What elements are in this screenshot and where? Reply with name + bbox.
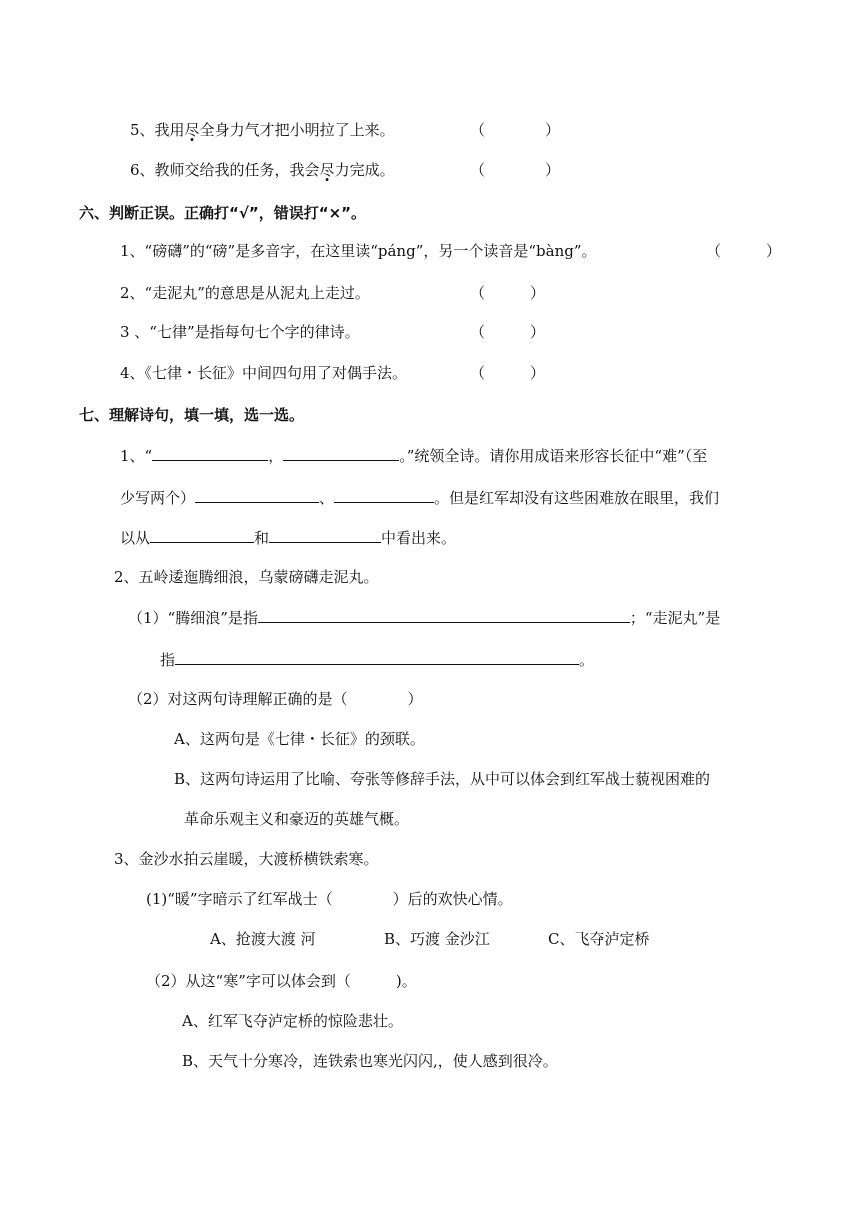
question-text: ；“走泥丸”是 xyxy=(629,609,721,627)
section-6-title: 六、判断正误。正确打“√”，错误打“×”。 xyxy=(79,204,367,222)
option-b[interactable]: B、天气十分寒冷，连铁索也寒光闪闪,，使人感到很冷。 xyxy=(182,1052,558,1070)
choice-option-c[interactable]: C、飞夺泸定桥 xyxy=(548,930,650,948)
answer-paren[interactable]: （ ） xyxy=(470,284,546,302)
choice-option-a[interactable]: A、抢渡大渡 河 xyxy=(210,930,316,948)
fill-line-2 xyxy=(120,486,719,509)
poem-line-2: 2、五岭逶迤腾细浪，乌蒙磅礴走泥丸。 xyxy=(114,568,379,586)
fill-blank[interactable] xyxy=(258,606,630,623)
section-7-title: 七、理解诗句，填一填，选一选。 xyxy=(79,406,305,424)
sub-question-3-2: （2）从这“寒”字可以体会到（ )。 xyxy=(146,972,417,990)
question-text: 指 xyxy=(160,651,176,669)
question-text: 和 xyxy=(254,529,270,547)
judgement-item-2: 2、“走泥丸”的意思是从泥丸上走过。 xyxy=(120,284,370,302)
question-text: 1、“ xyxy=(120,447,153,465)
sub-question-2-1-cont xyxy=(160,648,594,671)
question-text: 、 xyxy=(319,489,335,507)
judgement-item-1: 1、“磅礴”的“磅”是多音字，在这里读“páng”，另一个读音是“bàng”。 xyxy=(120,242,597,260)
question-5 xyxy=(130,119,395,141)
judgement-item-3: 3 、“七律”是指每句七个字的律诗。 xyxy=(120,323,360,341)
judgement-item-4: 4、《七律・长征》中间四句用了对偶手法。 xyxy=(120,364,408,382)
answer-paren[interactable]: （ ） xyxy=(706,242,782,260)
fill-line-1 xyxy=(120,444,707,467)
question-text: 。”统领全诗。请你用成语来形容长征中“难”（至 xyxy=(399,447,708,465)
question-text: 中看出来。 xyxy=(381,529,457,547)
dotted-character: 尽 xyxy=(319,161,335,179)
question-text: 以从 xyxy=(120,529,151,547)
fill-blank[interactable] xyxy=(152,444,268,461)
question-text: 。 xyxy=(579,651,595,669)
dotted-character: 尽 xyxy=(184,121,200,139)
fill-line-3 xyxy=(120,526,456,549)
question-text: 全身力气才把小明拉了上来。 xyxy=(199,121,395,139)
fill-blank[interactable] xyxy=(334,486,434,503)
option-a[interactable]: A、红军飞夺泸定桥的惊险悲壮。 xyxy=(182,1012,403,1030)
answer-paren[interactable]: （ ） xyxy=(470,364,546,382)
fill-blank[interactable] xyxy=(150,526,254,543)
option-a[interactable]: A、这两句是《七律・长征》的颈联。 xyxy=(174,730,425,748)
answer-paren[interactable]: （ ） xyxy=(470,161,561,179)
poem-line-3: 3、金沙水拍云崖暖，大渡桥横铁索寒。 xyxy=(114,850,379,868)
sub-question-2-2: （2）对这两句诗理解正确的是（ ） xyxy=(128,690,423,708)
sub-question-3-1: (1)“暖”字暗示了红军战士（ ）后的欢快心情。 xyxy=(146,890,513,908)
question-text: 。但是红军却没有这些困难放在眼里，我们 xyxy=(434,489,720,507)
question-text: 力完成。 xyxy=(334,161,395,179)
answer-paren[interactable]: （ ） xyxy=(470,323,546,341)
question-text: ， xyxy=(268,447,284,465)
question-6 xyxy=(130,159,395,181)
question-text: 少写两个） xyxy=(120,489,196,507)
question-text: 5、我用 xyxy=(130,121,185,139)
fill-blank[interactable] xyxy=(269,526,381,543)
question-text: 6、教师交给我的任务，我会 xyxy=(130,161,320,179)
sub-question-2-1 xyxy=(128,606,720,629)
fill-blank[interactable] xyxy=(175,648,579,665)
question-text: （1）“腾细浪”是指 xyxy=(128,609,258,627)
option-b-cont: 革命乐观主义和豪迈的英雄气概。 xyxy=(184,810,410,828)
choice-option-b[interactable]: B、巧渡 金沙江 xyxy=(384,930,490,948)
fill-blank[interactable] xyxy=(283,444,399,461)
option-b[interactable]: B、这两句诗运用了比喻、夸张等修辞手法，从中可以体会到红军战士藐视困难的 xyxy=(174,770,711,788)
fill-blank[interactable] xyxy=(195,486,319,503)
answer-paren[interactable]: （ ） xyxy=(470,121,561,139)
